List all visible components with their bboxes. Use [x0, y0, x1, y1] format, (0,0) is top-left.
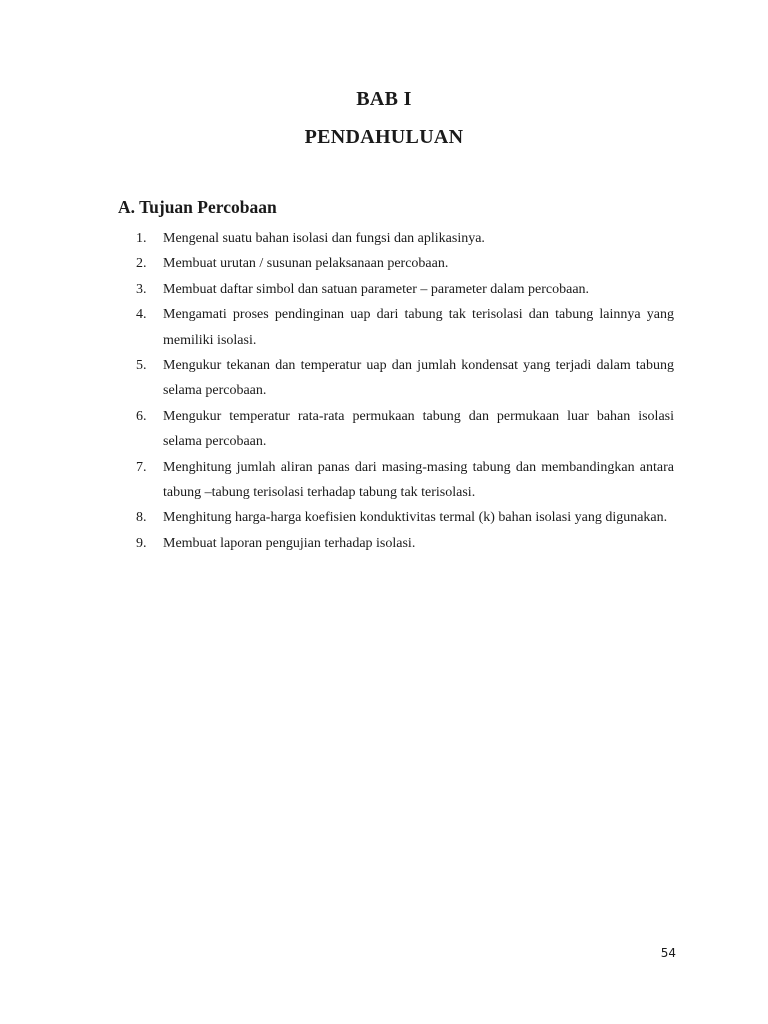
list-item [136, 226, 674, 251]
chapter-number: BAB I [356, 88, 412, 110]
list-item [136, 251, 674, 276]
item-number: 8. [136, 510, 147, 526]
list-item [136, 455, 674, 506]
list-item [136, 277, 674, 302]
item-number: 1. [136, 231, 147, 246]
item-text: Mengamati proses pendinginan uap dari tabung tak terisolasi dan tabung lainnya yang memiliki isolasi. [163, 307, 674, 348]
item-text: Membuat urutan / susunan pelaksanaan percobaan. [163, 256, 449, 272]
item-text: Menghitung harga-harga koefisien konduktivitas termal (k) bahan isolasi yang digunakan. [163, 510, 668, 526]
section-heading: A. Tujuan Percobaan [118, 197, 277, 217]
item-text: Mengukur tekanan dan temperatur uap dan jumlah kondensat yang terjadi dalam tabung selama percobaan. [163, 358, 674, 399]
item-number: 5. [136, 358, 147, 374]
item-number: 9. [136, 535, 147, 551]
list-item [136, 505, 674, 530]
item-text: Mengenal suatu bahan isolasi dan fungsi dan aplikasinya. [163, 231, 485, 246]
item-number: 6. [136, 408, 147, 424]
list-item [136, 531, 674, 556]
page-number: 54 [660, 946, 676, 960]
item-text: Membuat daftar simbol dan satuan parameter – parameter dalam percobaan. [163, 281, 590, 297]
item-text: Mengukur temperatur rata-rata permukaan tabung dan permukaan luar bahan isolasi selama percobaan. [163, 408, 674, 450]
list-item [136, 404, 674, 455]
item-number: 7. [136, 459, 147, 475]
item-number: 2. [136, 256, 147, 272]
item-number: 3. [136, 281, 147, 297]
item-text: Menghitung jumlah aliran panas dari masing-masing tabung dan membandingkan antara tabung –tabung terisolasi terhadap tabung tak terisolasi. [163, 459, 674, 501]
list-item [136, 353, 674, 404]
chapter-title: PENDAHULUAN [304, 126, 464, 148]
objectives-list [136, 226, 674, 556]
item-text: Membuat laporan pengujian terhadap isolasi. [163, 535, 416, 551]
item-number: 4. [136, 307, 147, 323]
list-item [136, 302, 674, 353]
